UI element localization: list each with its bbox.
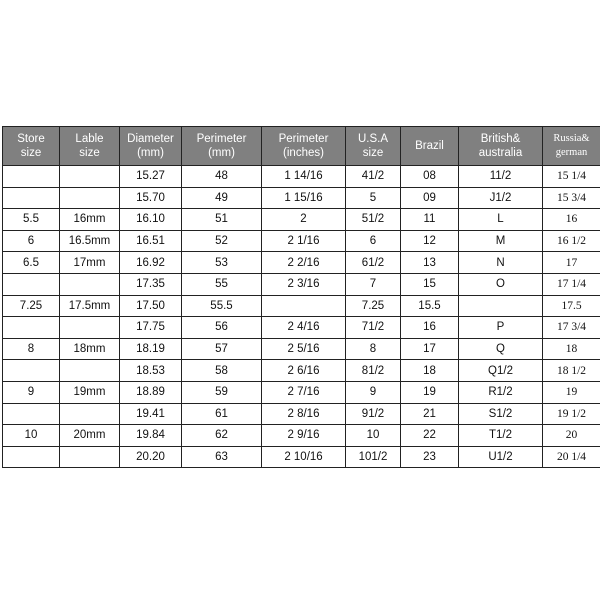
header-line2: size: [20, 147, 42, 159]
cell-store-size: [3, 273, 60, 295]
cell-lable-size: 17.5mm: [60, 295, 120, 317]
cell-usa-size: 8: [346, 338, 401, 360]
cell-russia-german: 15 3/4: [543, 187, 600, 209]
header-perimeter-mm: [182, 127, 262, 166]
cell-usa-size: 9: [346, 381, 401, 403]
cell-british-australia: O: [459, 273, 543, 295]
cell-diameter-mm: 19.41: [120, 403, 182, 425]
header-brazil: [401, 127, 459, 166]
table-row: [3, 403, 600, 425]
cell-lable-size: [60, 403, 120, 425]
table-row: [3, 209, 600, 231]
table-row: [3, 252, 600, 274]
cell-usa-size: 41/2: [346, 166, 401, 188]
header-line2: size: [362, 147, 384, 159]
cell-perimeter-mm: 57: [182, 338, 262, 360]
cell-store-size: [3, 446, 60, 468]
cell-diameter-mm: 18.19: [120, 338, 182, 360]
header-line1: Perimeter: [196, 133, 247, 145]
cell-russia-german: 20 1/4: [543, 446, 600, 468]
cell-store-size: 9: [3, 381, 60, 403]
cell-store-size: [3, 166, 60, 188]
table-header: [3, 127, 600, 166]
cell-russia-german: 17: [543, 252, 600, 274]
cell-brazil: 19: [401, 381, 459, 403]
table-row: [3, 230, 600, 252]
header-store-size: [3, 127, 60, 166]
cell-usa-size: 61/2: [346, 252, 401, 274]
ring-size-chart: [2, 126, 600, 468]
cell-perimeter-inches: 2 1/16: [262, 230, 346, 252]
cell-store-size: 6: [3, 230, 60, 252]
cell-perimeter-mm: 52: [182, 230, 262, 252]
table-row: [3, 425, 600, 447]
cell-russia-german: 19: [543, 381, 600, 403]
cell-brazil: 22: [401, 425, 459, 447]
cell-diameter-mm: 18.89: [120, 381, 182, 403]
cell-usa-size: 7.25: [346, 295, 401, 317]
cell-lable-size: [60, 446, 120, 468]
cell-british-australia: J1/2: [459, 187, 543, 209]
table-row: [3, 381, 600, 403]
header-british-australia: [459, 127, 543, 166]
table-row: [3, 360, 600, 382]
table-row: [3, 273, 600, 295]
header-line1: Store: [17, 133, 45, 145]
table-row: [3, 295, 600, 317]
cell-lable-size: 18mm: [60, 338, 120, 360]
header-line2: (inches): [283, 147, 324, 159]
cell-lable-size: 20mm: [60, 425, 120, 447]
cell-diameter-mm: 17.75: [120, 317, 182, 339]
header-line1: Lable: [75, 133, 104, 145]
cell-usa-size: 51/2: [346, 209, 401, 231]
cell-brazil: 13: [401, 252, 459, 274]
cell-perimeter-inches: 2 9/16: [262, 425, 346, 447]
cell-russia-german: 15 1/4: [543, 166, 600, 188]
cell-british-australia: U1/2: [459, 446, 543, 468]
cell-russia-german: 17.5: [543, 295, 600, 317]
cell-perimeter-mm: 51: [182, 209, 262, 231]
cell-perimeter-inches: 2 10/16: [262, 446, 346, 468]
cell-russia-german: 20: [543, 425, 600, 447]
cell-perimeter-inches: 2 8/16: [262, 403, 346, 425]
cell-store-size: 6.5: [3, 252, 60, 274]
header-line1: Brazil: [415, 140, 444, 152]
cell-usa-size: 81/2: [346, 360, 401, 382]
cell-usa-size: 101/2: [346, 446, 401, 468]
cell-perimeter-inches: 2 4/16: [262, 317, 346, 339]
table-row: [3, 187, 600, 209]
cell-diameter-mm: 16.51: [120, 230, 182, 252]
cell-british-australia: R1/2: [459, 381, 543, 403]
cell-british-australia: Q: [459, 338, 543, 360]
cell-store-size: 7.25: [3, 295, 60, 317]
cell-perimeter-mm: 49: [182, 187, 262, 209]
cell-perimeter-mm: 58: [182, 360, 262, 382]
cell-lable-size: [60, 317, 120, 339]
cell-british-australia: [459, 295, 543, 317]
header-usa-size: [346, 127, 401, 166]
cell-brazil: 23: [401, 446, 459, 468]
cell-diameter-mm: 16.10: [120, 209, 182, 231]
header-line2: german: [555, 147, 588, 158]
cell-store-size: [3, 187, 60, 209]
cell-perimeter-mm: 62: [182, 425, 262, 447]
cell-russia-german: 19 1/2: [543, 403, 600, 425]
cell-brazil: 16: [401, 317, 459, 339]
cell-store-size: [3, 403, 60, 425]
cell-brazil: 15: [401, 273, 459, 295]
header-row: [3, 127, 600, 166]
cell-diameter-mm: 15.27: [120, 166, 182, 188]
cell-russia-german: 18 1/2: [543, 360, 600, 382]
header-lable-size: [60, 127, 120, 166]
cell-british-australia: N: [459, 252, 543, 274]
cell-perimeter-mm: 59: [182, 381, 262, 403]
header-diameter-mm: [120, 127, 182, 166]
cell-diameter-mm: 17.50: [120, 295, 182, 317]
cell-perimeter-inches: 2: [262, 209, 346, 231]
cell-store-size: [3, 360, 60, 382]
cell-lable-size: 16.5mm: [60, 230, 120, 252]
cell-perimeter-inches: 2 2/16: [262, 252, 346, 274]
cell-british-australia: 11/2: [459, 166, 543, 188]
header-perimeter-inches: [262, 127, 346, 166]
cell-lable-size: [60, 273, 120, 295]
cell-lable-size: 19mm: [60, 381, 120, 403]
cell-perimeter-mm: 61: [182, 403, 262, 425]
cell-lable-size: 16mm: [60, 209, 120, 231]
header-line1: Diameter: [127, 133, 174, 145]
cell-lable-size: 17mm: [60, 252, 120, 274]
header-line2: (mm): [137, 147, 164, 159]
header-line1: British&: [480, 133, 521, 145]
cell-perimeter-inches: 1 14/16: [262, 166, 346, 188]
cell-usa-size: 91/2: [346, 403, 401, 425]
cell-perimeter-inches: 2 7/16: [262, 381, 346, 403]
cell-usa-size: 71/2: [346, 317, 401, 339]
table-row: [3, 166, 600, 188]
cell-brazil: 15.5: [401, 295, 459, 317]
cell-russia-german: 17 1/4: [543, 273, 600, 295]
cell-brazil: 11: [401, 209, 459, 231]
cell-store-size: 5.5: [3, 209, 60, 231]
cell-store-size: 8: [3, 338, 60, 360]
cell-brazil: 08: [401, 166, 459, 188]
cell-brazil: 17: [401, 338, 459, 360]
cell-british-australia: Q1/2: [459, 360, 543, 382]
cell-lable-size: [60, 166, 120, 188]
header-line2: australia: [478, 147, 523, 159]
cell-perimeter-mm: 48: [182, 166, 262, 188]
cell-british-australia: S1/2: [459, 403, 543, 425]
cell-british-australia: T1/2: [459, 425, 543, 447]
header-line1: U.S.A: [357, 133, 389, 145]
cell-diameter-mm: 20.20: [120, 446, 182, 468]
cell-store-size: [3, 317, 60, 339]
cell-perimeter-inches: 2 3/16: [262, 273, 346, 295]
cell-brazil: 21: [401, 403, 459, 425]
cell-perimeter-mm: 55.5: [182, 295, 262, 317]
cell-russia-german: 18: [543, 338, 600, 360]
cell-russia-german: 16 1/2: [543, 230, 600, 252]
cell-usa-size: 7: [346, 273, 401, 295]
cell-british-australia: M: [459, 230, 543, 252]
cell-british-australia: P: [459, 317, 543, 339]
table-row: [3, 317, 600, 339]
cell-diameter-mm: 17.35: [120, 273, 182, 295]
cell-diameter-mm: 18.53: [120, 360, 182, 382]
header-line2: (mm): [208, 147, 235, 159]
table-row: [3, 338, 600, 360]
cell-lable-size: [60, 360, 120, 382]
cell-diameter-mm: 19.84: [120, 425, 182, 447]
cell-usa-size: 10: [346, 425, 401, 447]
table-row: [3, 446, 600, 468]
cell-diameter-mm: 16.92: [120, 252, 182, 274]
cell-brazil: 09: [401, 187, 459, 209]
cell-usa-size: 6: [346, 230, 401, 252]
table-body: [3, 166, 600, 468]
cell-russia-german: 16: [543, 209, 600, 231]
cell-russia-german: 17 3/4: [543, 317, 600, 339]
cell-diameter-mm: 15.70: [120, 187, 182, 209]
cell-perimeter-mm: 55: [182, 273, 262, 295]
cell-perimeter-mm: 53: [182, 252, 262, 274]
cell-perimeter-inches: [262, 295, 346, 317]
cell-perimeter-inches: 1 15/16: [262, 187, 346, 209]
header-line1: Russia&: [553, 133, 590, 144]
cell-usa-size: 5: [346, 187, 401, 209]
header-russia-german: [543, 127, 600, 166]
header-line1: Perimeter: [278, 133, 329, 145]
cell-perimeter-mm: 63: [182, 446, 262, 468]
cell-store-size: 10: [3, 425, 60, 447]
cell-perimeter-inches: 2 6/16: [262, 360, 346, 382]
header-line2: size: [79, 147, 100, 159]
cell-brazil: 18: [401, 360, 459, 382]
cell-british-australia: L: [459, 209, 543, 231]
cell-perimeter-mm: 56: [182, 317, 262, 339]
cell-brazil: 12: [401, 230, 459, 252]
cell-lable-size: [60, 187, 120, 209]
cell-perimeter-inches: 2 5/16: [262, 338, 346, 360]
